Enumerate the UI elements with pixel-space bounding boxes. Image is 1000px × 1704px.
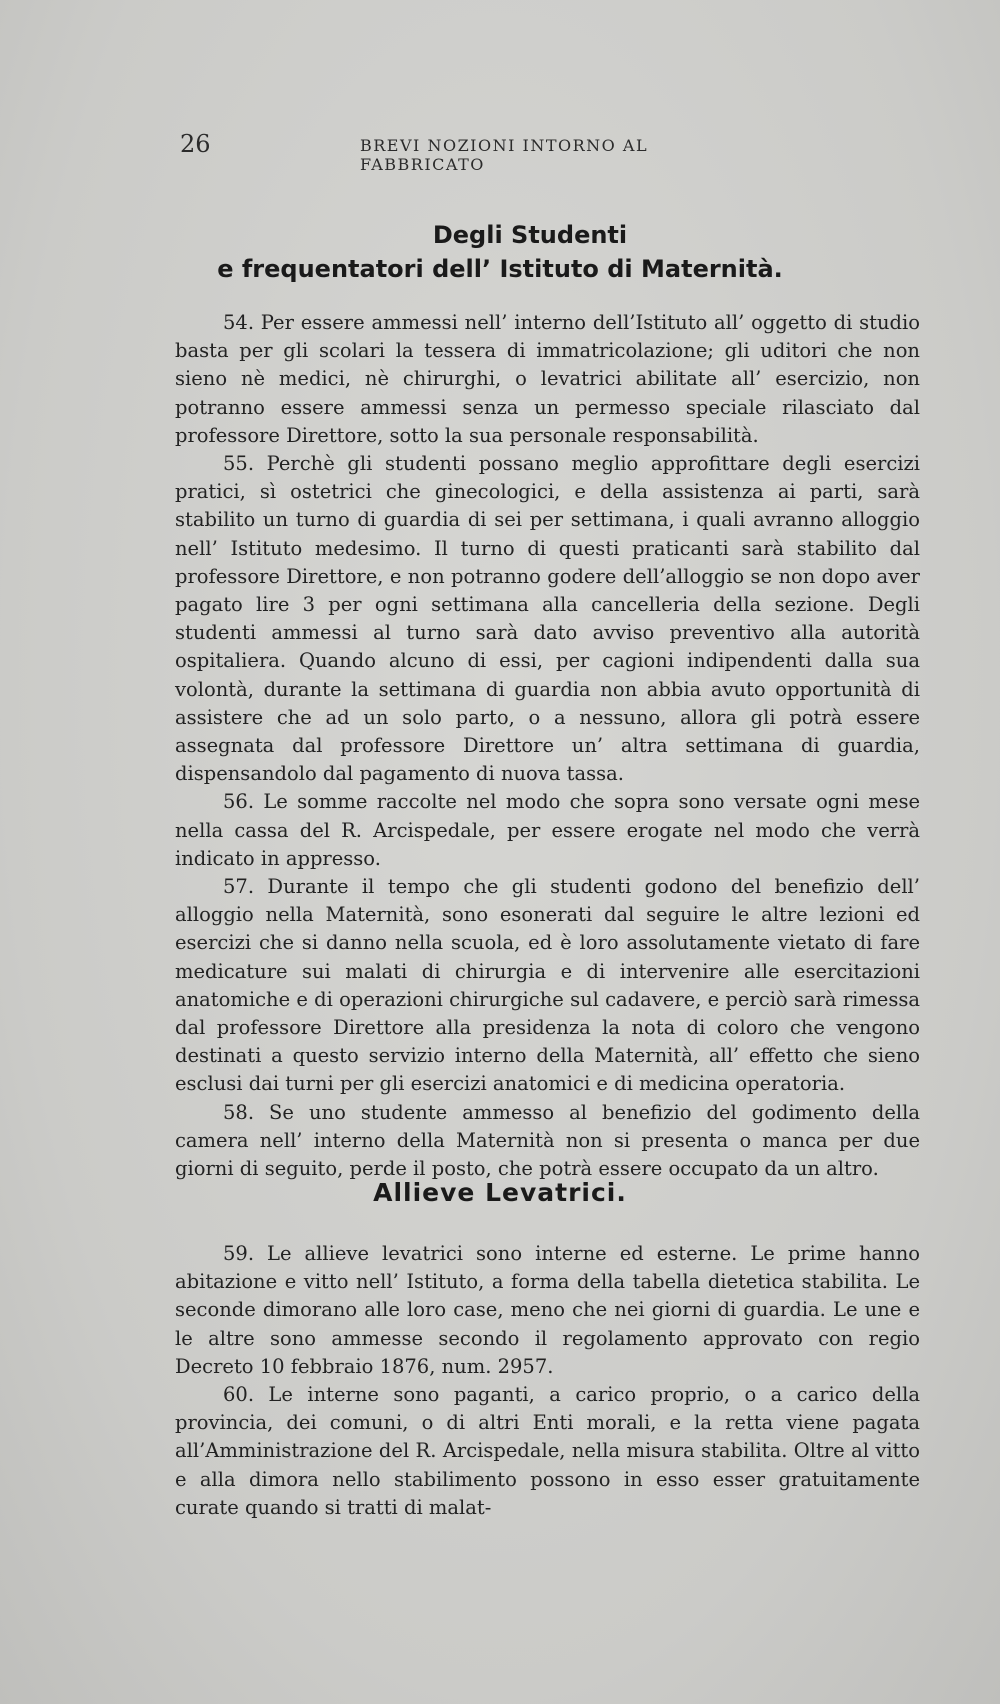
running-header xyxy=(180,130,760,174)
paragraph-55: 55. Perchè gli studenti possano meglio approfittare degli esercizi pratici, sì ostetrici che ginecologici, e della assistenza ai parti, sarà stabilito un turno di guardia di sei per settimana, i quali avranno alloggio nell’ Istituto medesimo. Il turno di questi praticanti sarà stabilito dal professore Direttore, e non potranno godere dell’alloggio se non dopo aver pagato lire 3 per ogni settimana alla cancelleria della sezione. Degli studenti ammessi al turno sarà dato avviso preventivo alla autorità ospitaliera. Quando alcuno di essi, per cagioni indipendenti dalla sua volontà, durante la settimana di guardia non abbia avuto opportunità di assistere che ad un solo parto, o a nessuno, allora gli potrà essere assegnata dal professore Direttore un’ altra settimana di guardia, dispensandolo dal pagamento di nuova tassa. xyxy=(175,452,920,786)
paragraph-54: 54. Per essere ammessi nell’ interno dell’Istituto all’ oggetto di studio basta per gli scolari la tessera di immatricolazione; gli uditori che non sieno nè medici, nè chirurghi, o levatrici abilitate all’ esercizio, non potranno essere ammessi senza un permesso speciale rilasciato dal professore Direttore, sotto la sua personale responsabilità. xyxy=(175,311,920,447)
section-heading-students xyxy=(0,218,1000,286)
section-heading-midwives: Allieve Levatrici. xyxy=(373,1178,627,1207)
paragraph-57: 57. Durante il tempo che gli studenti godono del benefizio dell’ alloggio nella Maternità, sono esonerati dal seguire le altre lezioni ed esercizi che si danno nella scuola, ed è loro assolutamente vietato di fare medicature sui malati di chirurgia e di intervenire alle esercitazioni anatomiche e di operazioni chirurgiche sul cadavere, e perciò sarà rimessa dal professore Direttore alla presidenza la nota di coloro che vengono destinati a questo servizio interno della Maternità, all’ effetto che sieno esclusi dai turni per gli esercizi anatomici e di medicina operatoria. xyxy=(175,875,920,1096)
paragraph-59: 59. Le allieve levatrici sono interne ed esterne. Le prime hanno abitazione e vitto nell’ Istituto, a forma della tabella dietetica stabilita. Le seconde dimorano alle loro case, meno che nei giorni di guardia. Le une e le altre sono ammesse secondo il regolamento approvato con regio Decreto 10 febbraio 1876, num. 2957. xyxy=(175,1242,920,1378)
section-body-midwives xyxy=(175,1240,920,1522)
paragraph-60: 60. Le interne sono paganti, a carico proprio, o a carico della provincia, dei comuni, o di altri Enti morali, e la retta viene pagata all’Amministrazione del R. Arcispedale, nella misura stabilita. Oltre al vitto e alla dimora nello stabilimento possono in esso esser gratuitamente curate quando si tratti di malat- xyxy=(175,1383,920,1519)
section-heading-line-1: Degli Studenti xyxy=(432,221,628,249)
section-heading-line-2: e frequentatori dell’ Istituto di Maternità. xyxy=(217,255,783,283)
paragraph-56: 56. Le somme raccolte nel modo che sopra sono versate ogni mese nella cassa del R. Arcispedale, per essere erogate nel modo che verrà indicato in appresso. xyxy=(175,790,920,870)
paragraph-58: 58. Se uno studente ammesso al benefizio del godimento della camera nell’ interno della Maternità non si presenta o manca per due giorni di seguito, perde il posto, che potrà essere occupato da un altro. xyxy=(175,1100,920,1181)
page-number: 26 xyxy=(180,130,211,158)
section-body-students xyxy=(175,309,920,1183)
running-title: BREVI NOZIONI INTORNO AL FABBRICATO xyxy=(360,136,649,174)
